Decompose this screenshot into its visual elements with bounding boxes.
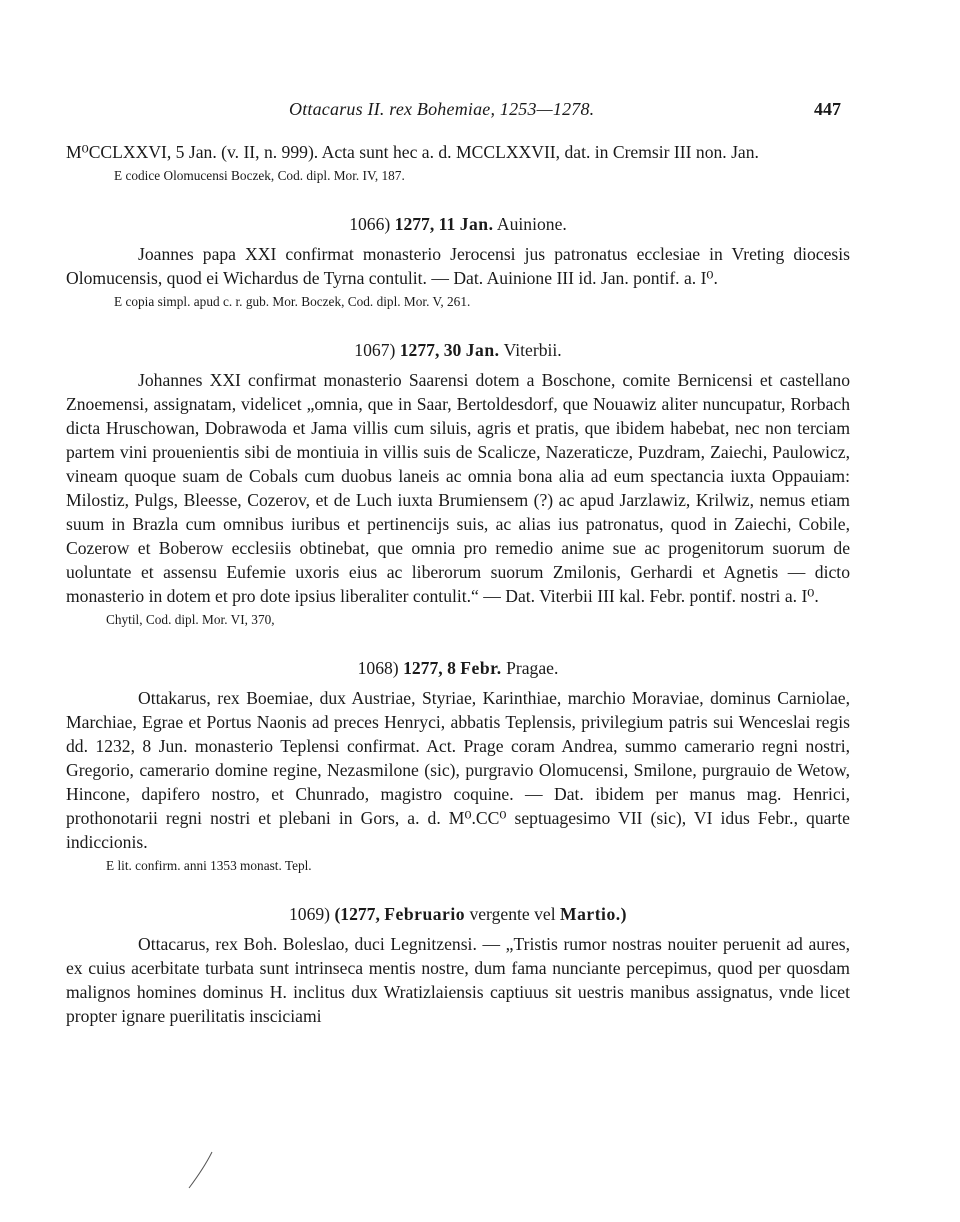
entry-month: Febr. — [460, 658, 502, 678]
entry-month: Jan. — [459, 214, 494, 234]
entry-text-1066: Joannes papa XXI confirmat monasterio Jerocensi jus patronatus ecclesiae in Vreting diocesis Olomucensis, quod ei Wichardus de Tyrna contulit. — Dat. Auinione III id. Jan. pontif. a. I⁰. — [66, 244, 850, 288]
text-body — [66, 140, 850, 1028]
pencil-mark-icon — [186, 1150, 216, 1190]
page-number: 447 — [814, 99, 841, 119]
running-title: Ottacarus II. rex Bohemiae, 1253—1278. — [289, 99, 595, 119]
source-note: Chytil, Cod. dipl. Mor. VI, 370, — [106, 612, 275, 627]
entry-heading-1069 — [66, 902, 850, 926]
entry-month: Jan. — [465, 340, 500, 360]
entry-day: 8 — [447, 658, 456, 678]
entry-text-1068: Ottakarus, rex Boemiae, dux Austriae, Styriae, Karinthiae, marchio Moraviae, dominus Carniolae, Marchiae, Egrae et Portus Naonis ad preces Henryci, abbatis Teplensis, privilegium patris sui Wenceslai regis dd. 1232, 8 Jun. monasterio Teplensi confirmat. Act. Prage coram Andrea, summo camerario regni nostri, Gregorio, camerario domine regine, Nezasmilone (sic), purgravio Olomucensi, Smilone, purgrauio de Wetow, Hincone, dapifero nostro, et Chunrado, magistro coquine. — Dat. ibidem per manus mag. Henrici, prothonotarii regni nostri et plebani in Gors, a. d. M⁰.CC⁰ septuagesimo VII (sic), VI idus Febr., quarte indiccionis. — [66, 688, 850, 852]
continued-text: M⁰CCLXXVI, 5 Jan. (v. II, n. 999). Acta sunt hec a. d. MCCLXXVII, dat. in Cremsir III non. Jan. — [66, 142, 759, 162]
entry-month: Februario — [384, 904, 466, 924]
entry-day: 30 — [443, 340, 462, 360]
entry-year: 1277, — [399, 340, 440, 360]
entry-number: 1069) — [288, 904, 331, 924]
source-note: E codice Olomucensi Boczek, Cod. dipl. Mor. IV, 187. — [114, 168, 405, 183]
running-head — [0, 99, 960, 123]
source-note: E lit. confirm. anni 1353 monast. Tepl. — [106, 858, 312, 873]
entry-place: Pragae. — [506, 658, 559, 678]
entry-number: 1066) — [349, 214, 391, 234]
entry-day: 11 — [438, 214, 456, 234]
entry-year: 1277, — [394, 214, 435, 234]
entry-year: 1277, — [403, 658, 443, 678]
entry-number: 1068) — [357, 658, 399, 678]
entry-heading-1068 — [66, 656, 850, 680]
entry-connector: vergente vel — [469, 904, 556, 924]
entry-text-1067: Johannes XXI confirmat monasterio Saarensi dotem a Boschone, comite Bernicensi et castellano Znoemensi, assignatam, videlicet „omnia, que in Saar, Bertoldesdorf, que Nouawiz aliter nuncupatur, Rorbach dicta Hruschowan, Dobrawoda et Jama villis cum siluis, agris et pratis, que ibidem habebat, nec non terciam partem vini prouenientis sibi de montiuia in villis suis de Scalicze, Nazeraticze, Puzdram, Zaiechi, Paulowicz, vineam quoque suam de Cobals cum duobus laneis ac omnia bona alia ad eum spectancia iuxta Oppauiam: Milostiz, Pulgs, Bleesse, Cozerov, et de Luch iuxta Brumiensem (?) ac apud Jarzlawiz, Krilwiz, nemus etiam suum in Brazla cum omnibus iuribus et pertinencijs suis, ac alias ius patronatus, quod in Zaiechi, Cobile, Cozerow et Boberow ecclesiis obtinebat, que omnia pro remedio anime sue ac progenitorum suorum de uoluntate et assensu Eufemie uxoris eius ac liberorum suorum Zmilonis, Gerhardi et Agnetis — dicto monasterio in dotem et pro dote ipsius liberaliter contulit.“ — Dat. Viterbii III kal. Febr. pontif. nostri a. I⁰. — [66, 370, 850, 606]
entry-place: Auinione. — [496, 214, 567, 234]
entry-month-alt: Martio.) — [559, 904, 627, 924]
source-note: E copia simpl. apud c. r. gub. Mor. Boczek, Cod. dipl. Mor. V, 261. — [114, 294, 471, 309]
entry-heading-1067 — [66, 338, 850, 362]
entry-number: 1067) — [354, 340, 396, 360]
entry-year: (1277, — [334, 904, 380, 924]
entry-text-1069: Ottacarus, rex Boh. Boleslao, duci Legnitzensi. — „Tristis rumor nostras nouiter peruenit ad aures, ex cuius acerbitate turbata sunt intrinseca mentis nostre, dum fama nunciante percepimus, quod per quosdam malignos homines dominus H. inclitus dux Wratizlaiensis captiuus sit uestris manibus assignatus, vnde licet propter ignare puerilitatis insciciami — [66, 934, 850, 1026]
entry-place: Viterbii. — [503, 340, 562, 360]
entry-heading-1066 — [66, 212, 850, 236]
